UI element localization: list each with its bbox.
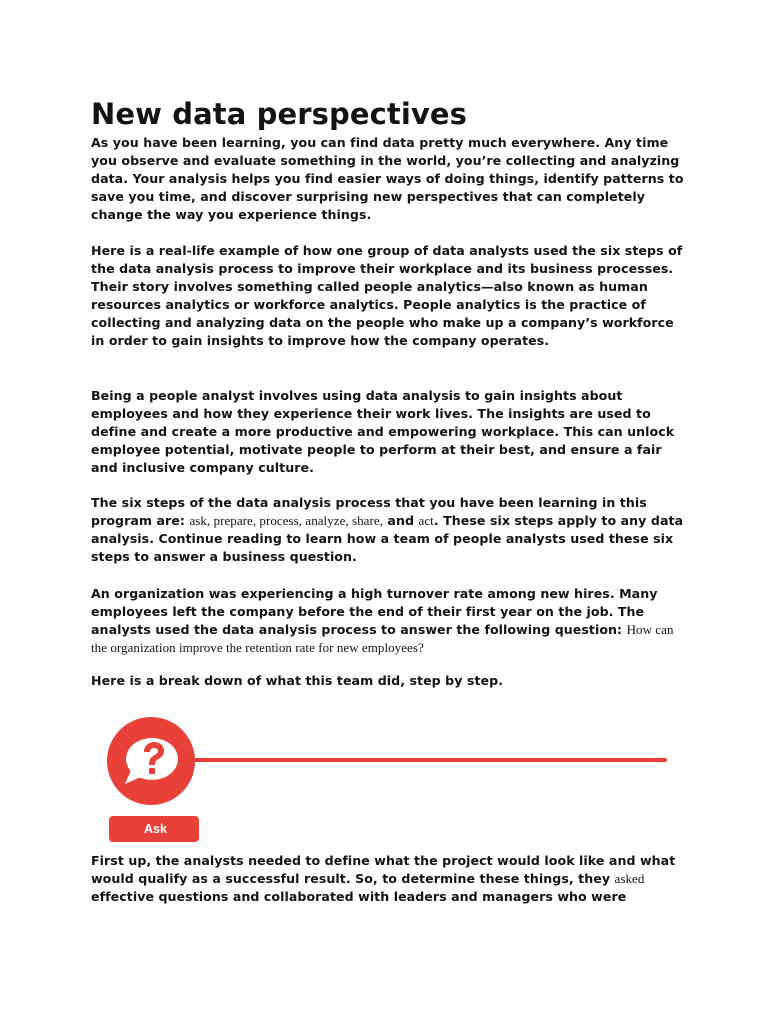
six-steps-list: ask, prepare, process, analyze, share, (189, 513, 383, 529)
six-steps-outro-text: . These six steps apply to any data analysis. Continue reading to learn how a team of people analysts used these six steps to answer a business question. (91, 513, 684, 565)
ask-step-text: First up, the analysts needed to define what the project would look like and what would qualify as a successful result. So, to determine these things, they (91, 853, 676, 887)
people-analytics-paragraph: Here is a real-life example of how one group of data analysts used the six steps of the data analysis process to improve their workplace and its business processes. Their story involves something called people analytics—also known as human resources analytics or workforce analytics. People analytics is the practice of collecting and analyzing data on the people who make up a company’s workforce in order to gain insights to improve how the company operates. (91, 243, 683, 349)
people-analyst-paragraph: Being a people analyst involves using data analysis to gain insights about employees and how they experience their work lives. The insights are used to define and create a more productive and empowering workplace. This can unlock employee potential, motivate people to perform at their best, and ensure a fair and inclusive company culture. (91, 388, 675, 476)
six-steps-act: act (418, 513, 434, 529)
ask-step-paragraph (91, 852, 691, 906)
turnover-text: An organization was experiencing a high turnover rate among new hires. Many employees left the company before the end of their first year on the job. The analysts used the data analysis process to answer the following question: (91, 586, 658, 638)
ask-step-text-continued: effective questions and collaborated with leaders and managers who were (91, 889, 627, 905)
step-label-ask: Ask (109, 816, 199, 842)
step-timeline-line (190, 758, 667, 762)
turnover-paragraph (91, 585, 691, 657)
six-steps-intro-text: The six steps of the data analysis process that you have been learning in this program are: (91, 495, 647, 529)
six-steps-and-text: and (383, 513, 419, 529)
business-question: How can the organization improve the retention rate for new employees? (91, 622, 674, 656)
ask-step-graphic (106, 716, 668, 846)
question-bubble-icon (121, 736, 181, 788)
page-title: New data perspectives (91, 97, 468, 131)
six-steps-paragraph (91, 494, 691, 566)
intro-paragraph: As you have been learning, you can find data pretty much everywhere. Any time you observe and evaluate something in the world, you’re collecting and analyzing data. Your analysis helps you find easier ways of doing things, identify patterns to save you time, and discover surprising new perspectives that can completely change the way you experience things. (91, 135, 684, 223)
ask-step-asked: asked (614, 871, 645, 887)
breakdown-paragraph: Here is a break down of what this team did, step by step. (91, 673, 504, 688)
